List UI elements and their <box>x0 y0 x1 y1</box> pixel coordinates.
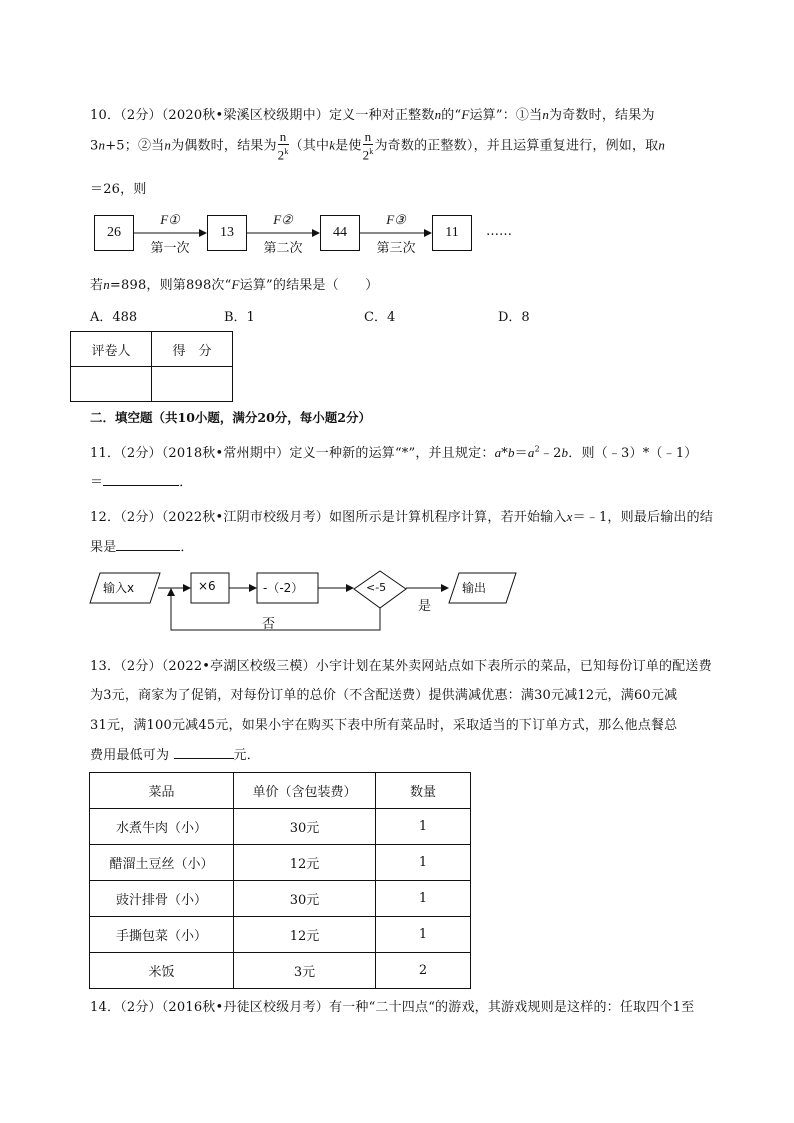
q12-line1: 12．（2分）（2022秋•江阴市校级月考）如图所示是计算机程序计算，若开始输入x＝﹣1，则最后输出的结 <box>90 509 714 525</box>
score-table-header-score: 得 分 <box>152 332 233 367</box>
flow-step-1: 第一次 <box>150 241 190 256</box>
table-row: 豉汁排骨（小） 30元 1 <box>90 881 471 917</box>
option-c: C．4 <box>364 310 396 325</box>
menu-table <box>89 772 471 989</box>
flow-box-2: 13 <box>207 215 247 251</box>
flow-op-2: F② <box>273 212 293 227</box>
q10-line3: ＝26，则 <box>90 182 147 197</box>
section-heading-fill-in: 二．填空题（共10小题，满分20分，每小题2分） <box>90 410 371 425</box>
q13-line1: 13．（2分）（2022•亭湖区校级三模）小宇计划在某外卖网站点如下表所示的菜品，已知每份订单的配送费 <box>90 659 712 674</box>
q14-line1: 14．（2分）（2016秋•丹徒区校级月考）有一种“二十四点“的游戏，其游戏规则是这样的：任取四个1至 <box>90 1000 695 1015</box>
flow-op-3: F③ <box>386 212 406 227</box>
score-table-header-grader: 评卷人 <box>71 332 152 367</box>
option-d: D．8 <box>498 310 530 325</box>
q10-line1: 10．（2分）（2020秋•梁溪区校级期中）定义一种对正整数n的“F运算”：①当n为奇数时，结果为 <box>90 107 655 123</box>
q12-line2: 果是 ． <box>90 540 194 555</box>
flow-yes-label: 是 <box>418 599 432 614</box>
menu-header-qty: 数量 <box>376 773 471 809</box>
table-row: 米饭 3元 2 <box>90 953 471 989</box>
table-row: 醋溜土豆丝（小） 12元 1 <box>90 845 471 881</box>
flow-cond-label: <-5 <box>366 581 387 594</box>
menu-header-price: 单价（含包装费） <box>234 773 376 809</box>
flow-ellipsis: …… <box>486 224 512 239</box>
menu-header-dish: 菜品 <box>90 773 234 809</box>
q13-line3: 31元，满100元减45元，如果小宇在购买下表中所有菜品时，采取适当的下订单方式，那么他点餐总 <box>90 718 678 733</box>
flow-box-4: 11 <box>432 215 472 251</box>
option-b: B．1 <box>224 310 255 325</box>
option-a: A．488 <box>90 310 138 325</box>
flow-output-label: 输出 <box>462 581 487 595</box>
flow-box-3: 44 <box>320 215 360 251</box>
flow-step-3: 第三次 <box>376 241 416 256</box>
flow-step-2: 第二次 <box>263 241 303 256</box>
menu-table-header <box>90 773 471 809</box>
q11-line1: 11．（2分）（2018秋•常州期中）定义一种新的运算“*”，并且规定：$a*b=a^2﹣2b$．则（﹣3）*（﹣1） <box>90 444 698 461</box>
flow-box-1: 26 <box>94 215 134 251</box>
q11-line2: ＝ ． <box>90 475 193 490</box>
flow-op-1: F① <box>160 212 180 227</box>
flow-times-label: ×6 <box>198 579 216 593</box>
q13-answer-blank[interactable] <box>174 746 234 759</box>
q13-line2: 为3元，商家为了促销，对每份订单的总价（不含配送费）提供满减优惠：满30元减12元，满60元减 <box>90 688 678 703</box>
q10-question: 若n=898，则第898次“F运算”的结果是（ ） <box>90 277 379 293</box>
fraction-n-over-2k: $\frac{n}{2^k}$ <box>277 129 289 163</box>
flow-no-label: 否 <box>262 617 276 632</box>
q13-line4: 费用最低可为 元． <box>90 748 260 763</box>
table-row: 手撕包菜（小） 12元 1 <box>90 917 471 953</box>
flow-input-label: 输入x <box>103 581 135 595</box>
q10-line2: 3n+5；②当n为偶数时，结果为 $\frac{n}{2^k}$ （其中k是使 $\frac{n}{2^k}$ 为奇数的正整数），并且运算重复进行，例如，取n <box>90 129 666 163</box>
fraction-n-over-2k-2: $\frac{n}{2^k}$ <box>362 129 374 163</box>
table-row: 水煮牛肉（小） 30元 1 <box>90 809 471 845</box>
flow-minus-label: -（-2） <box>263 581 304 595</box>
